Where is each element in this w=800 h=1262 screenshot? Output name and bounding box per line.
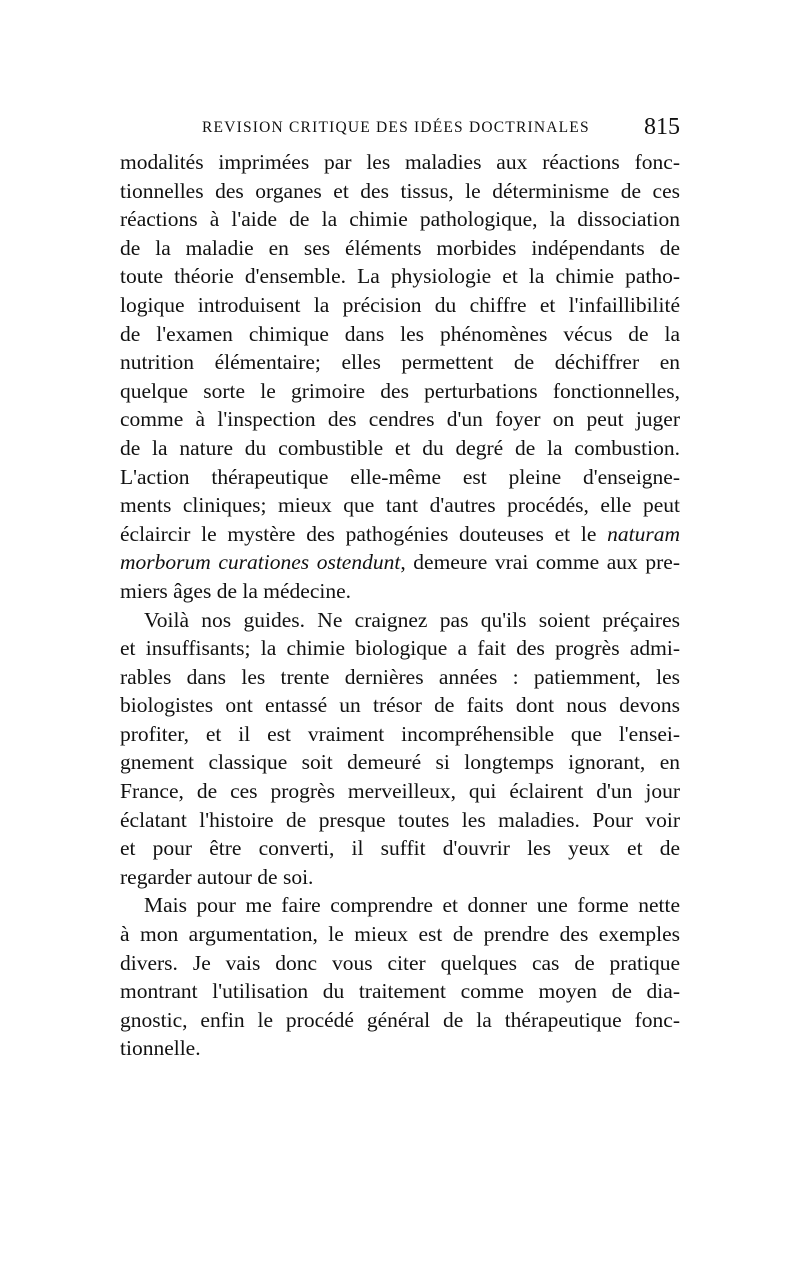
text-line: regarder autour de soi.	[120, 864, 314, 889]
page-number: 815	[644, 114, 680, 140]
text-line: modalités imprimées par les maladies aux réactions fonc-	[120, 150, 680, 174]
paragraph-start-line: Mais pour me faire comprendre et donner une forme nette	[144, 893, 680, 918]
text-line: et pour être converti, il suffit d'ouvrir les yeux et de	[120, 836, 680, 861]
text-line: profiter, et il est vraiment incompréhensible que l'ensei-	[120, 721, 680, 746]
latin-phrase: morborum curationes ostendunt	[120, 550, 401, 575]
text-line: France, de ces progrès merveilleux, qui éclairent d'un jour	[120, 779, 680, 804]
text-line: L'action thérapeutique elle-même est pleine d'enseigne-	[120, 464, 680, 489]
text-line: tionnelle.	[120, 1036, 201, 1061]
body-text	[120, 148, 680, 1063]
latin-phrase: naturam	[607, 521, 680, 546]
text-line	[120, 548, 680, 577]
text-line: toute théorie d'ensemble. La physiologie et la chimie patho-	[120, 264, 680, 289]
page-header	[120, 114, 680, 140]
text-line: biologistes ont entassé un trésor de faits dont nous devons	[120, 693, 680, 718]
text-line: de la nature du combustible et du degré de la combustion.	[120, 435, 680, 460]
text-line: ments cliniques; mieux que tant d'autres procédés, elle peut	[120, 493, 680, 518]
running-head: REVISION CRITIQUE DES IDÉES DOCTRINALES	[202, 119, 590, 136]
text-line: quelque sorte le grimoire des perturbations fonctionnelles,	[120, 378, 680, 403]
text-line: de la maladie en ses éléments morbides indépendants de	[120, 235, 680, 260]
text-segment: éclaircir le mystère des pathogénies douteuses et le	[120, 521, 608, 546]
text-line: tionnelles des organes et des tissus, le déterminisme de ces	[120, 178, 680, 203]
text-line: et insuffisants; la chimie biologique a fait des progrès admi-	[120, 636, 680, 661]
text-line: comme à l'inspection des cendres d'un foyer on peut juger	[120, 407, 680, 432]
text-line: divers. Je vais donc vous citer quelques cas de pratique	[120, 950, 680, 975]
text-line: éclatant l'histoire de presque toutes les maladies. Pour voir	[120, 807, 680, 832]
text-line: nutrition élémentaire; elles permettent de déchiffrer en	[120, 350, 680, 375]
text-line: de l'examen chimique dans les phénomènes vécus de la	[120, 321, 680, 346]
text-line: rables dans les trente dernières années : patiemment, les	[120, 664, 680, 689]
text-line: réactions à l'aide de la chimie pathologique, la dissociation	[120, 207, 680, 232]
paragraph-start-line: Voilà nos guides. Ne craignez pas qu'ils soient préçaires	[144, 607, 680, 632]
text-line: gnement classique soit demeuré si longtemps ignorant, en	[120, 750, 680, 775]
text-line	[120, 520, 680, 549]
text-line: montrant l'utilisation du traitement comme moyen de dia-	[120, 979, 680, 1004]
text-line: gnostic, enfin le procédé général de la thérapeutique fonc-	[120, 1007, 680, 1032]
text-line: à mon argumentation, le mieux est de prendre des exemples	[120, 922, 680, 947]
text-line: logique introduisent la précision du chiffre et l'infaillibilité	[120, 292, 680, 317]
text-line: miers âges de la médecine.	[120, 578, 352, 603]
text-segment: , demeure vrai comme aux pre-	[400, 550, 680, 575]
